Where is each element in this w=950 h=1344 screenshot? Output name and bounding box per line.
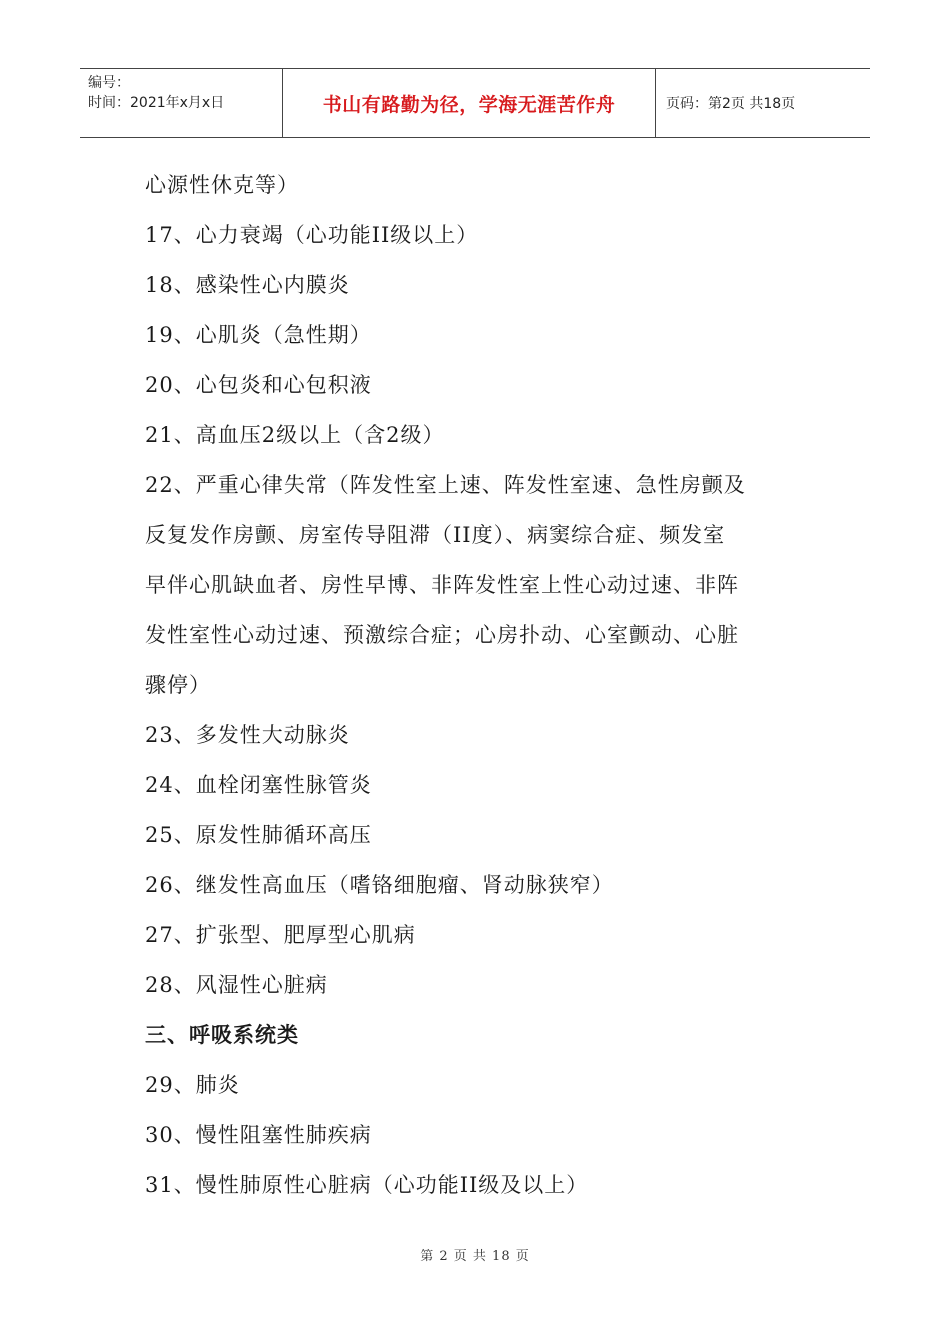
list-item: 25、原发性肺循环高压: [145, 823, 372, 847]
list-item: 29、肺炎: [145, 1073, 240, 1097]
list-item: 27、扩张型、肥厚型心肌病: [145, 923, 416, 947]
text-line: 心源性休克等）: [145, 173, 299, 197]
list-item: 28、风湿性心脏病: [145, 973, 328, 997]
document-header: [80, 68, 870, 138]
section-heading: 三、呼吸系统类: [145, 1023, 299, 1047]
list-item: 22、严重心律失常（阵发性室上速、阵发性室速、急性房颤及: [145, 473, 746, 497]
text-line: 早伴心肌缺血者、房性早博、非阵发性室上性心动过速、非阵: [145, 573, 739, 597]
document-number-label: 编号：: [88, 75, 130, 91]
header-meta: [80, 69, 283, 137]
list-item: 18、感染性心内膜炎: [145, 273, 350, 297]
header-motto: 书山有路勤为径，学海无涯苦作舟: [283, 69, 656, 137]
document-body: [145, 160, 805, 1210]
list-item: 17、心力衰竭（心功能II级以上）: [145, 223, 479, 247]
list-item: 20、心包炎和心包积液: [145, 373, 372, 397]
list-item: 19、心肌炎（急性期）: [145, 323, 372, 347]
text-line: 发性室性心动过速、预激综合症；心房扑动、心室颤动、心脏: [145, 623, 739, 647]
list-item: 31、慢性肺原性心脏病（心功能II级及以上）: [145, 1173, 589, 1197]
text-line: 骤停）: [145, 673, 211, 697]
list-item: 26、继发性高血压（嗜铬细胞瘤、肾动脉狭窄）: [145, 873, 614, 897]
list-item: 23、多发性大动脉炎: [145, 723, 350, 747]
header-page-info: 页码：第2页 共18页: [666, 96, 796, 112]
document-date-label: 时间：2021年x月x日: [88, 95, 225, 111]
list-item: 21、高血压2级以上（含2级）: [145, 423, 445, 447]
list-item: 24、血栓闭塞性脉管炎: [145, 773, 372, 797]
page-footer: 第 2 页 共 18 页: [420, 1249, 530, 1264]
text-line: 反复发作房颤、房室传导阻滞（II度）、病窦综合症、频发室: [145, 523, 726, 547]
list-item: 30、慢性阻塞性肺疾病: [145, 1123, 372, 1147]
